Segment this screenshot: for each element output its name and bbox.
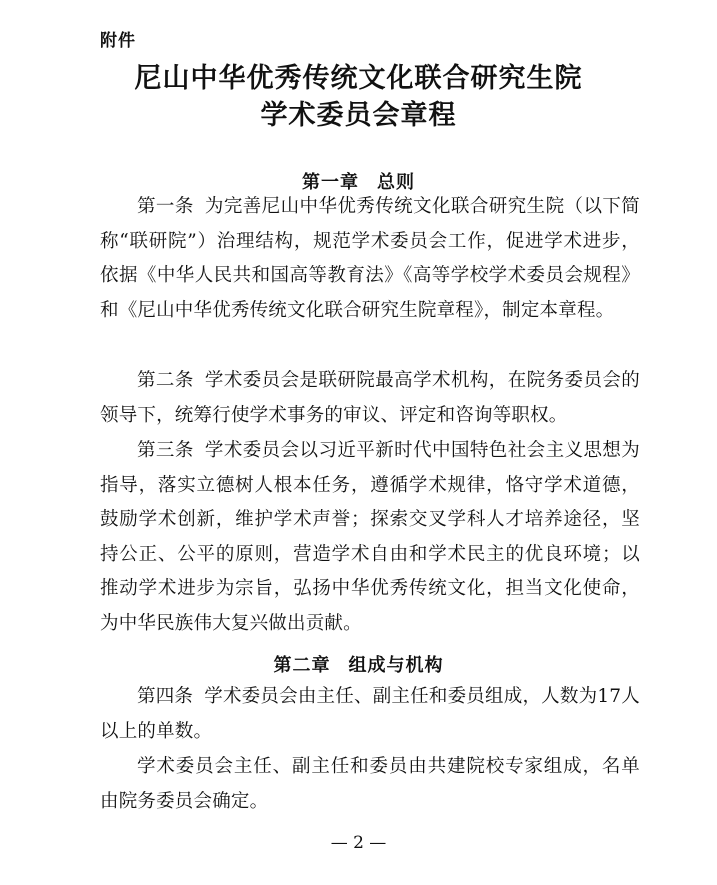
article-label: 第一条 — [137, 196, 194, 217]
article-label: 第四条 — [137, 686, 194, 707]
page-number: — 2 — — [330, 833, 387, 853]
chapter-name: 组成与机构 — [348, 655, 444, 676]
article-paragraph — [100, 750, 640, 819]
article-text: 学术委员会主任、副主任和委员由共建院校专家组成，名单由院务委员会确定。 — [100, 756, 640, 812]
chapter-label: 第二章 — [273, 655, 331, 676]
article-text: 为完善尼山中华优秀传统文化联合研究生院（以下简称“联研院”）治理结构，规范学术委员会工作，促进学术进步，依据《中华人民共和国高等教育法》《高等学校学术委员会规程》和《尼山中华优秀传统文化联合研究生院章程》，制定本章程。 — [100, 196, 640, 321]
article-text: 学术委员会是联研院最高学术机构，在院务委员会的领导下，统筹行使学术事务的审议、评定和咨询等职权。 — [100, 370, 640, 426]
chapter-heading — [0, 651, 717, 677]
article-paragraph — [100, 190, 640, 328]
chapter-label: 第一章 — [302, 172, 359, 193]
article-paragraph — [100, 680, 640, 749]
article-paragraph — [100, 364, 640, 433]
document-title-line2: 学术委员会章程 — [260, 100, 457, 131]
article-text: 学术委员会以习近平新时代中国特色社会主义思想为指导，落实立德树人根本任务，遵循学术规律，恪守学术道德，鼓励学术创新，维护学术声誉；探索交叉学科人才培养途径，坚持公正、公平的原则，营造学术自由和学术民主的优良环境；以推动学术进步为宗旨，弘扬中华优秀传统文化，担当文化使命，为中华民族伟大复兴做出贡献。 — [100, 440, 640, 634]
article-label: 第三条 — [137, 440, 194, 461]
article-label: 第二条 — [137, 370, 194, 391]
attachment-label: 附件 — [100, 31, 136, 51]
article-text: 学术委员会由主任、副主任和委员组成，人数为17人以上的单数。 — [100, 686, 640, 742]
article-paragraph — [100, 434, 640, 642]
chapter-name: 总则 — [377, 172, 415, 193]
document-title-line1: 尼山中华优秀传统文化联合研究生院 — [134, 63, 583, 94]
